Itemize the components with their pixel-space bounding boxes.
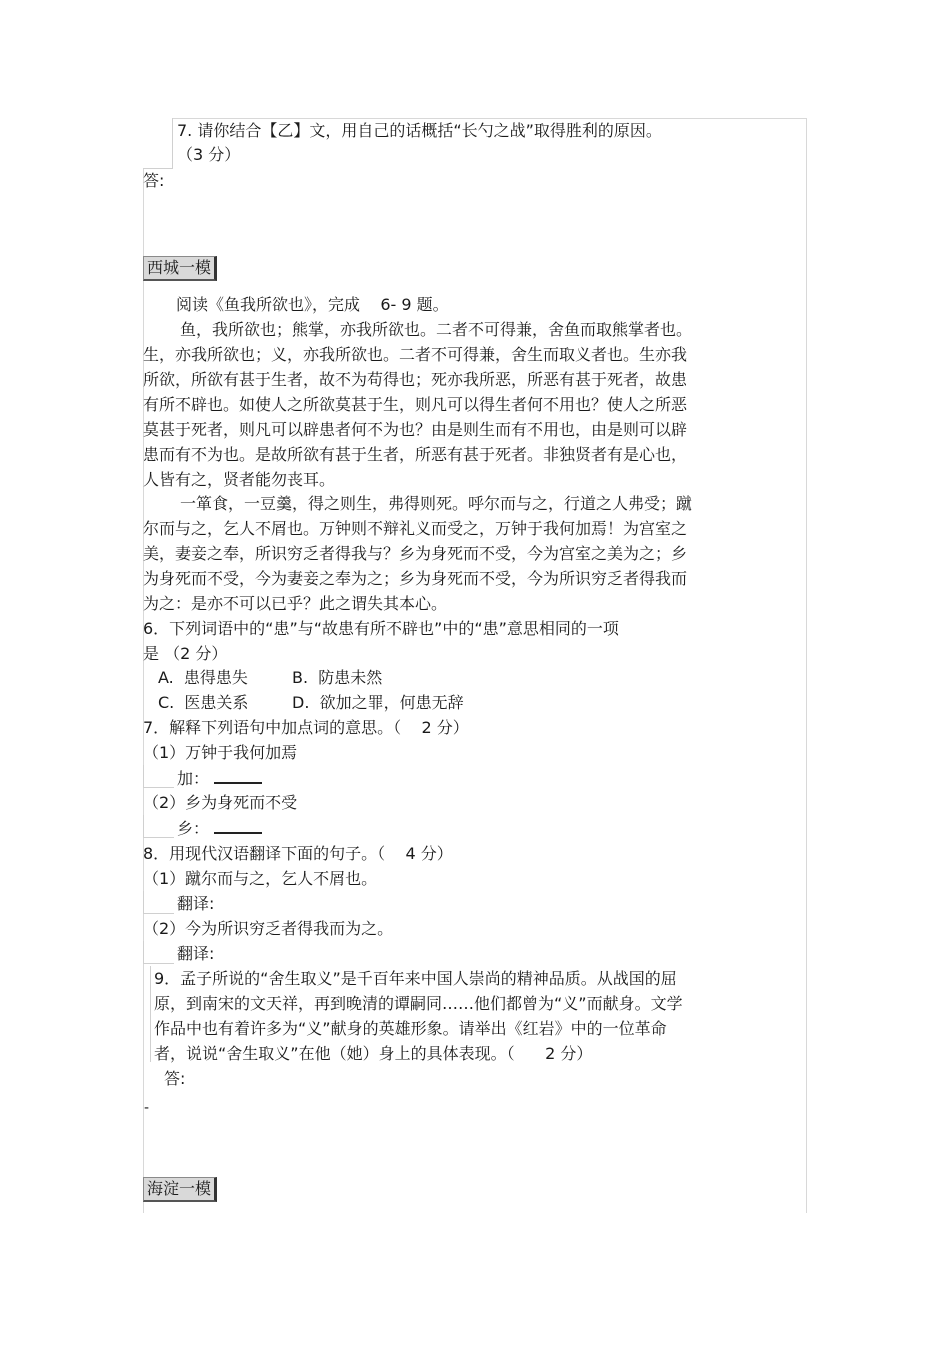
question-9-box-border (150, 966, 151, 1062)
translate-label-2: 翻译: (177, 944, 215, 963)
option-c: C. 医患关系 (158, 693, 249, 712)
section-label-xicheng: 西城一模 (143, 256, 217, 281)
answer-line-xiang (177, 818, 262, 839)
answer-blank[interactable] (214, 818, 262, 834)
question-7-top-line2: （3 分） (177, 145, 241, 164)
passage-line: 莫甚于死者，则凡可以辟患者何不为也？由是则生而有不用也，由是则可以辟 (143, 420, 688, 439)
dash-mark: - (144, 1100, 150, 1116)
frame-right-border (806, 118, 807, 1213)
answer-box (143, 941, 174, 964)
answer-box (143, 891, 174, 914)
answer-label-jia: 加： (177, 769, 210, 788)
question-8-item-1: （1）蹴尔而与之，乞人不屑也。 (143, 869, 378, 888)
question-6-stem: 6．下列词语中的“患”与“故患有所不辟也”中的“患”意思相同的一项 (143, 619, 619, 638)
passage-line: 所欲，所欲有甚于生者，故不为苟得也；死亦我所恶，所恶有甚于死者，故患 (143, 370, 688, 389)
passage-line: 人皆有之，贤者能勿丧耳。 (143, 470, 336, 489)
question-7-item-1: （1）万钟于我何加焉 (143, 743, 298, 762)
passage-line: 美，妻妾之奉，所识穷乏者得我与？乡为身死而不受，今为宫室之美为之；乡 (143, 544, 688, 563)
passage-line: 尔而与之，乞人不屑也。万钟则不辩礼义而受之，万钟于我何加焉！为宫室之 (143, 519, 688, 538)
passage-line: 鱼，我所欲也；熊掌，亦我所欲也。二者不可得兼，舍鱼而取熊掌者也。 (180, 320, 693, 339)
question-9-line: 作品中也有着许多为“义”献身的英雄形象。请举出《红岩》中的一位革命 (154, 1019, 667, 1038)
option-a: A. 患得患失 (158, 668, 248, 687)
passage-line: 为身死而不受，今为妻妾之奉为之；乡为身死而不受，今为所识穷乏者得我而 (143, 569, 688, 588)
answer-box (143, 765, 174, 788)
passage-line: 有所不辟也。如使人之所欲莫甚于生，则凡可以得生者何不用也？使人之所恶 (143, 395, 688, 414)
question-7-top-line1: 7. 请你结合【乙】文，用自己的话概括“长勺之战”取得胜利的原因。 (177, 121, 662, 140)
question-7-item-2: （2）乡为身死而不受 (143, 793, 298, 812)
question-6-stem-cont: 是 （2 分） (143, 644, 228, 663)
answer-blank[interactable] (214, 768, 262, 784)
answer-label: 答: (143, 171, 165, 190)
translate-label-1: 翻译: (177, 894, 215, 913)
passage-line: 为之：是亦不可以已乎？此之谓失其本心。 (143, 594, 448, 613)
passage-line: 一箪食，一豆羹，得之则生，弗得则死。呼尔而与之，行道之人弗受；蹴 (180, 494, 693, 513)
frame-left-border (143, 168, 144, 1213)
question-box-border (143, 168, 173, 169)
frame-top-border (172, 118, 806, 119)
question-8-item-2: （2）今为所识穷乏者得我而为之。 (143, 919, 394, 938)
option-b: B. 防患未然 (292, 668, 383, 687)
answer-box (143, 815, 174, 838)
answer-label-xiang: 乡： (177, 819, 210, 838)
question-9-line: 者，说说“舍生取义”在他（她）身上的具体表现。（ 2 分） (154, 1044, 593, 1063)
answer-line-jia (177, 768, 262, 789)
question-box-border (172, 118, 173, 168)
option-d: D. 欲加之罪，何患无辞 (292, 693, 464, 712)
question-9-line: 9．孟子所说的“舍生取义”是千百年来中国人崇尚的精神品质。从战国的屈 (154, 969, 677, 988)
question-9-line: 原，到南宋的文天祥，再到晚清的谭嗣同……他们都曾为“义”而献身。文学 (154, 994, 683, 1013)
reading-intro: 阅读《鱼我所欲也》，完成 6- 9 题。 (176, 295, 449, 314)
question-8-stem: 8．用现代汉语翻译下面的句子。（ 4 分） (143, 844, 453, 863)
passage-line: 生，亦我所欲也；义，亦我所欲也。二者不可得兼，舍生而取义者也。生亦我 (143, 345, 688, 364)
section-label-haidian: 海淀一模 (143, 1177, 217, 1202)
question-7-stem: 7．解释下列语句中加点词的意思。（ 2 分） (143, 718, 469, 737)
answer-label: 答: (164, 1069, 186, 1088)
passage-line: 患而有不为也。是故所欲有甚于生者，所恶有甚于死者。非独贤者有是心也， (143, 445, 688, 464)
